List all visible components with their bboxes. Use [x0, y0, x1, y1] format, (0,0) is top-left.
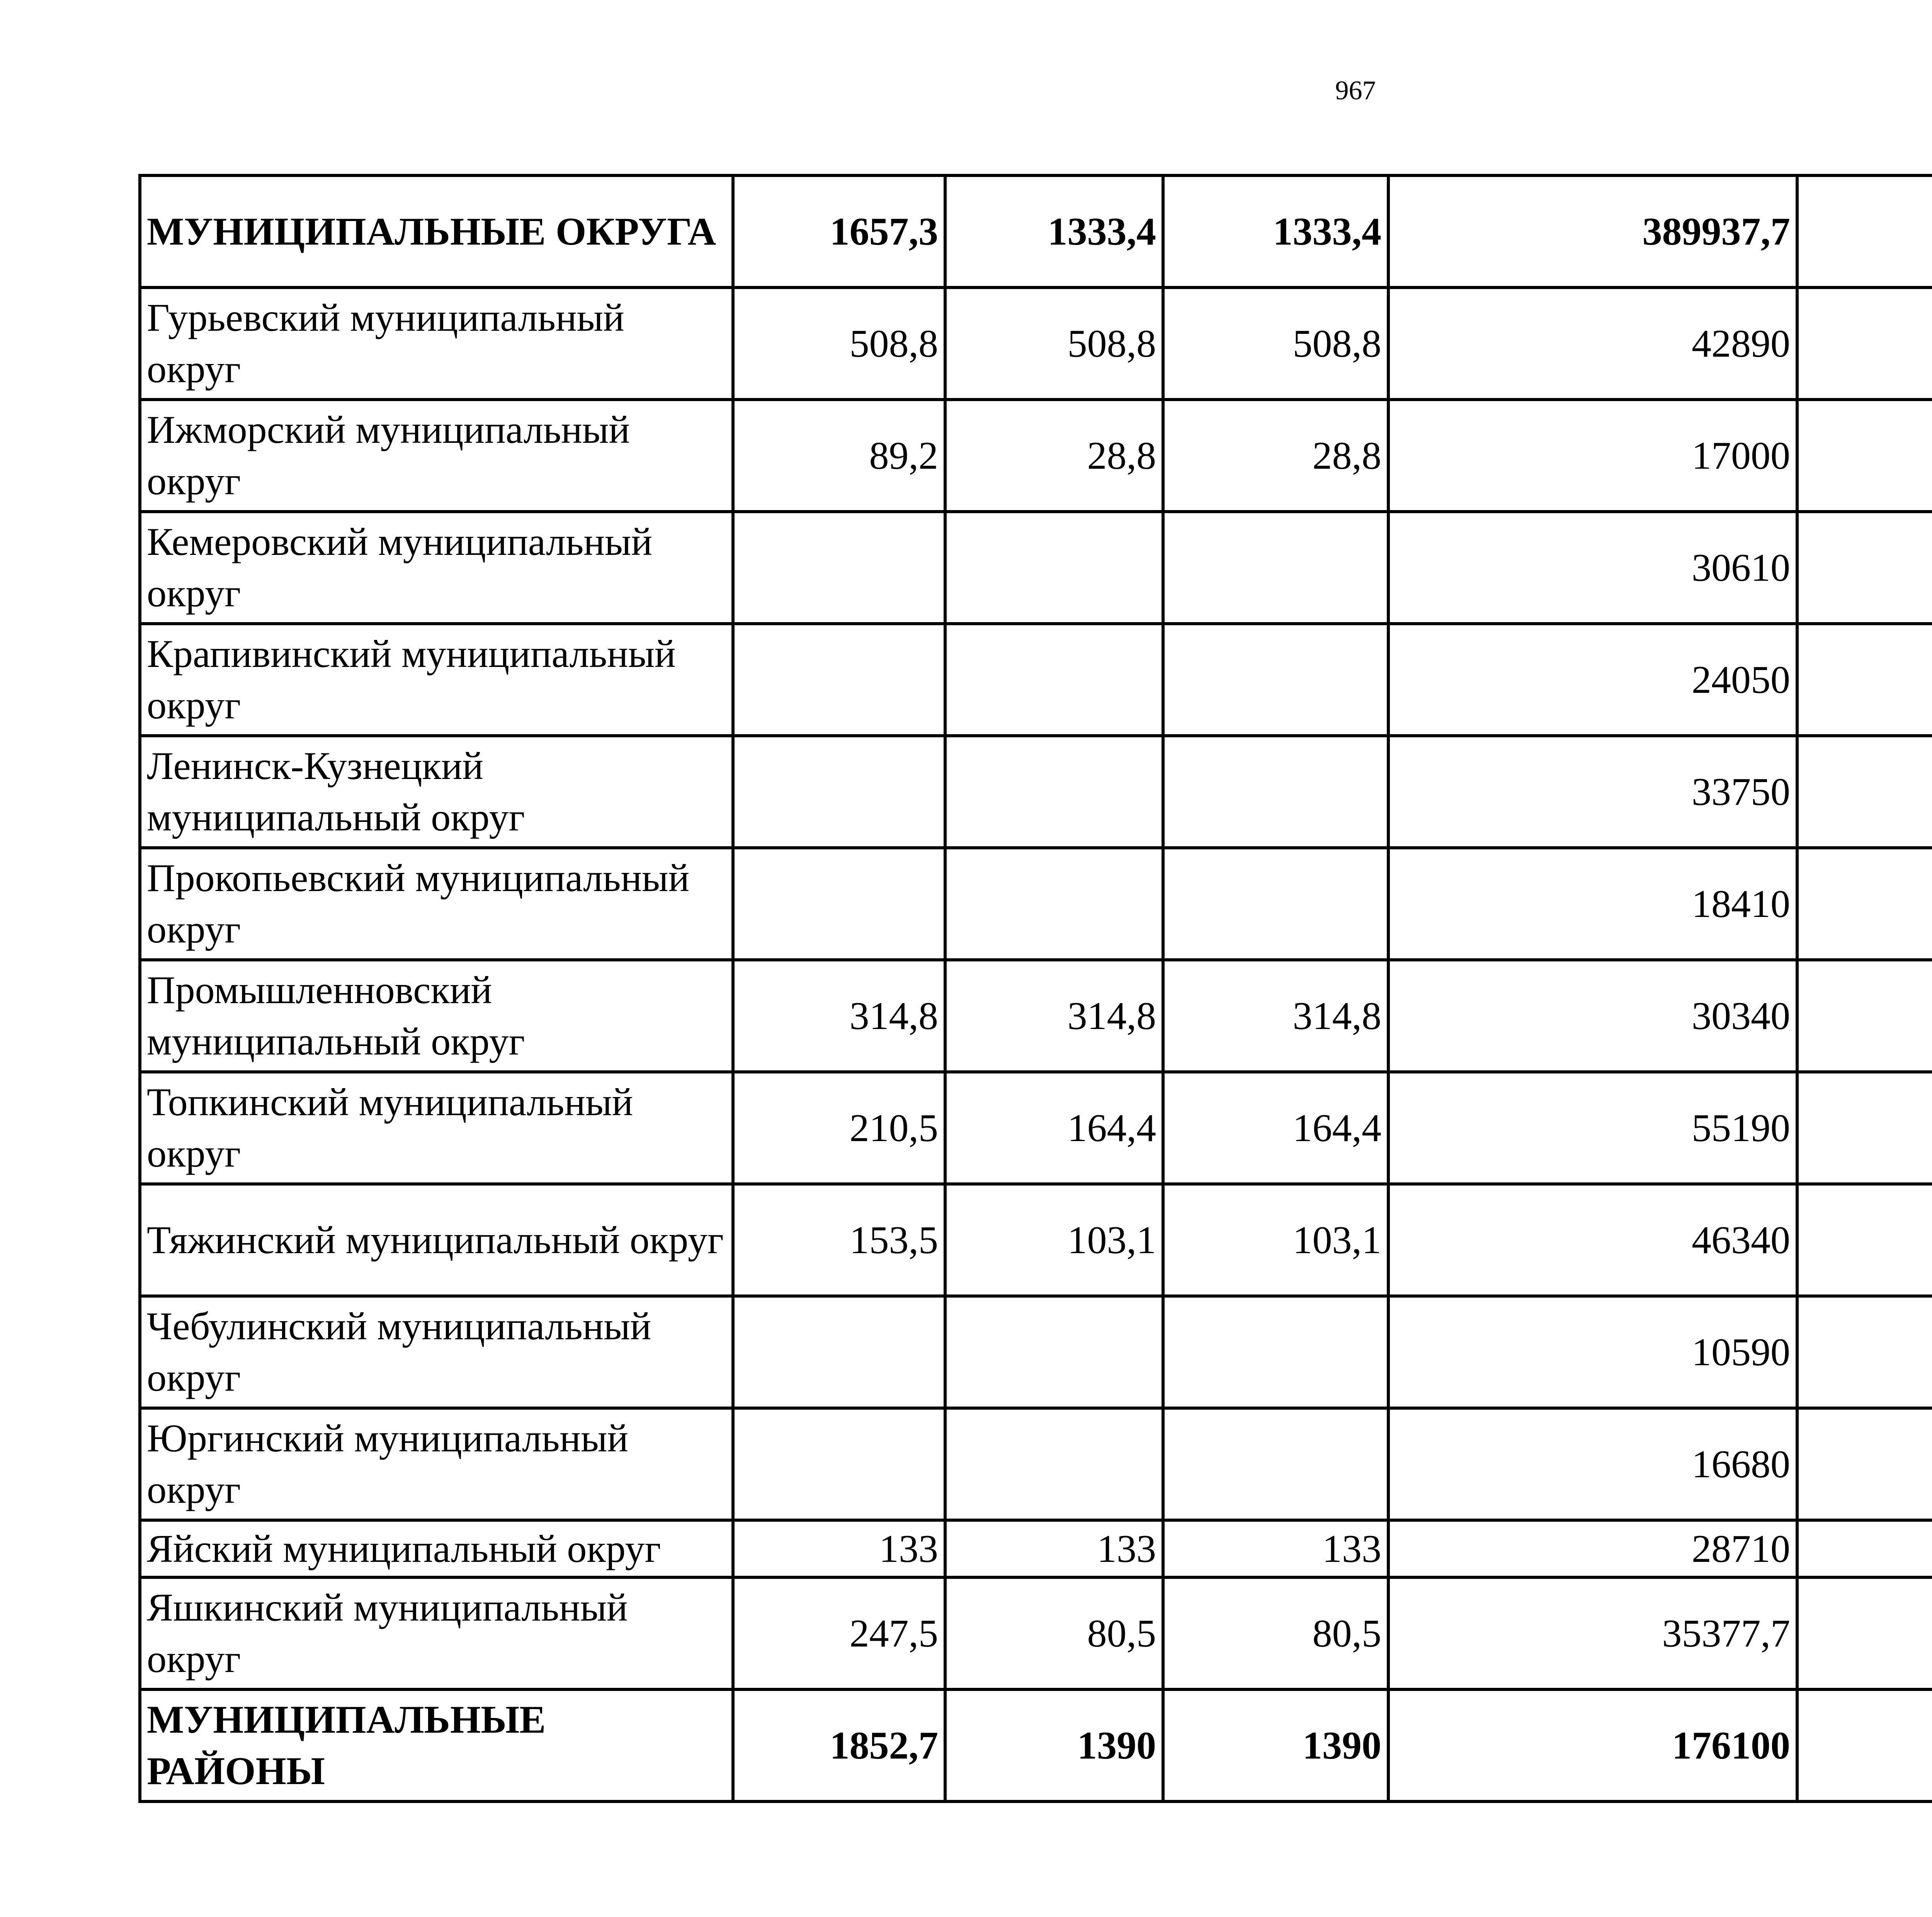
value-cell-col-3: 164,4: [1163, 1072, 1388, 1184]
value-cell-col-1: [733, 848, 945, 960]
value-cell-col-2: 28,8: [945, 400, 1163, 512]
value-cell-col-4: 18410: [1388, 848, 1797, 960]
table-row: [140, 1577, 1932, 1689]
table-group-row: [140, 1689, 1932, 1801]
value-cell-col-2: 103,1: [945, 1184, 1163, 1296]
value-cell-col-4: 389937,7: [1388, 175, 1797, 287]
municipality-name-cell: Юргинский муниципальный округ: [140, 1408, 733, 1520]
table-row: [140, 512, 1932, 624]
value-cell-col-4: 28710: [1388, 1520, 1797, 1577]
value-cell-col-3: 80,5: [1163, 1577, 1388, 1689]
table-row: [140, 1408, 1932, 1520]
table-row: [140, 1296, 1932, 1408]
value-cell-col-5: [1797, 175, 1932, 287]
table-row: [140, 960, 1932, 1072]
value-cell-col-3: [1163, 1296, 1388, 1408]
value-cell-col-3: 103,1: [1163, 1184, 1388, 1296]
value-cell-col-1: 508,8: [733, 287, 945, 400]
value-cell-col-4: 10590: [1388, 1296, 1797, 1408]
value-cell-col-2: 164,4: [945, 1072, 1163, 1184]
municipality-name-cell: МУНИЦИПАЛЬНЫЕ РАЙОНЫ: [140, 1689, 733, 1801]
municipality-name-cell: Промышленновский муниципальный округ: [140, 960, 733, 1072]
municipality-name-cell: Ленинск-Кузнецкий муниципальный округ: [140, 736, 733, 848]
municipality-name-cell: Крапивинский муниципальный округ: [140, 624, 733, 736]
value-cell-col-1: [733, 1408, 945, 1520]
table-group-row: [140, 175, 1932, 287]
municipality-name-cell: Чебулинский муниципальный округ: [140, 1296, 733, 1408]
table-row: [140, 848, 1932, 960]
value-cell-col-4: 24050: [1388, 624, 1797, 736]
value-cell-col-2: 1333,4: [945, 175, 1163, 287]
value-cell-col-2: [945, 1408, 1163, 1520]
value-cell-col-2: 80,5: [945, 1577, 1163, 1689]
value-cell-col-1: [733, 624, 945, 736]
value-cell-col-1: 153,5: [733, 1184, 945, 1296]
value-cell-col-5: [1797, 1577, 1932, 1689]
value-cell-col-2: [945, 1296, 1163, 1408]
table-row: [140, 287, 1932, 400]
municipality-name-cell: Ижморский муниципальный округ: [140, 400, 733, 512]
value-cell-col-5: [1797, 1296, 1932, 1408]
value-cell-col-3: 133: [1163, 1520, 1388, 1577]
value-cell-col-1: [733, 736, 945, 848]
value-cell-col-1: 133: [733, 1520, 945, 1577]
municipality-name-cell: Гурьевский муниципальный округ: [140, 287, 733, 400]
value-cell-col-1: 247,5: [733, 1577, 945, 1689]
value-cell-col-5: [1797, 1072, 1932, 1184]
value-cell-col-5: [1797, 1689, 1932, 1801]
value-cell-col-3: 1390: [1163, 1689, 1388, 1801]
value-cell-col-4: 16680: [1388, 1408, 1797, 1520]
value-cell-col-1: [733, 1296, 945, 1408]
value-cell-col-1: 210,5: [733, 1072, 945, 1184]
table-body: [140, 175, 1932, 1801]
value-cell-col-4: 30610: [1388, 512, 1797, 624]
value-cell-col-3: [1163, 512, 1388, 624]
value-cell-col-1: 89,2: [733, 400, 945, 512]
value-cell-col-2: 314,8: [945, 960, 1163, 1072]
value-cell-col-1: [733, 512, 945, 624]
value-cell-col-2: 133: [945, 1520, 1163, 1577]
table-row: [140, 1520, 1932, 1577]
value-cell-col-5: [1797, 624, 1932, 736]
value-cell-col-1: 314,8: [733, 960, 945, 1072]
value-cell-col-1: 1852,7: [733, 1689, 945, 1801]
value-cell-col-3: 1333,4: [1163, 175, 1388, 287]
budget-table: [138, 174, 1932, 1803]
value-cell-col-4: 33750: [1388, 736, 1797, 848]
municipality-name-cell: МУНИЦИПАЛЬНЫЕ ОКРУГА: [140, 175, 733, 287]
value-cell-col-4: 55190: [1388, 1072, 1797, 1184]
value-cell-col-2: [945, 736, 1163, 848]
value-cell-col-4: 35377,7: [1388, 1577, 1797, 1689]
value-cell-col-3: 508,8: [1163, 287, 1388, 400]
value-cell-col-3: 314,8: [1163, 960, 1388, 1072]
value-cell-col-5: [1797, 1184, 1932, 1296]
value-cell-col-4: 176100: [1388, 1689, 1797, 1801]
value-cell-col-3: [1163, 1408, 1388, 1520]
value-cell-col-3: 28,8: [1163, 400, 1388, 512]
value-cell-col-5: [1797, 1408, 1932, 1520]
value-cell-col-4: 42890: [1388, 287, 1797, 400]
value-cell-col-4: 17000: [1388, 400, 1797, 512]
value-cell-col-5: [1797, 960, 1932, 1072]
table-row: [140, 624, 1932, 736]
value-cell-col-4: 46340: [1388, 1184, 1797, 1296]
value-cell-col-5: [1797, 1520, 1932, 1577]
municipality-name-cell: Кемеровский муниципальный округ: [140, 512, 733, 624]
table-row: [140, 400, 1932, 512]
value-cell-col-1: 1657,3: [733, 175, 945, 287]
value-cell-col-5: [1797, 736, 1932, 848]
value-cell-col-2: 1390: [945, 1689, 1163, 1801]
value-cell-col-2: [945, 848, 1163, 960]
value-cell-col-5: [1797, 512, 1932, 624]
value-cell-col-2: [945, 624, 1163, 736]
municipality-name-cell: Топкинский муниципальный округ: [140, 1072, 733, 1184]
value-cell-col-3: [1163, 624, 1388, 736]
municipality-name-cell: Яшкинский муниципальный округ: [140, 1577, 733, 1689]
municipality-name-cell: Тяжинский муниципальный округ: [140, 1184, 733, 1296]
value-cell-col-2: [945, 512, 1163, 624]
table-row: [140, 1184, 1932, 1296]
value-cell-col-2: 508,8: [945, 287, 1163, 400]
value-cell-col-5: [1797, 848, 1932, 960]
table-row: [140, 736, 1932, 848]
value-cell-col-5: [1797, 400, 1932, 512]
value-cell-col-4: 30340: [1388, 960, 1797, 1072]
page-number: 967: [1335, 76, 1376, 105]
municipality-name-cell: Прокопьевский муниципальный округ: [140, 848, 733, 960]
value-cell-col-5: [1797, 287, 1932, 400]
municipality-name-cell: Яйский муниципальный округ: [140, 1520, 733, 1577]
value-cell-col-3: [1163, 736, 1388, 848]
table-row: [140, 1072, 1932, 1184]
value-cell-col-3: [1163, 848, 1388, 960]
